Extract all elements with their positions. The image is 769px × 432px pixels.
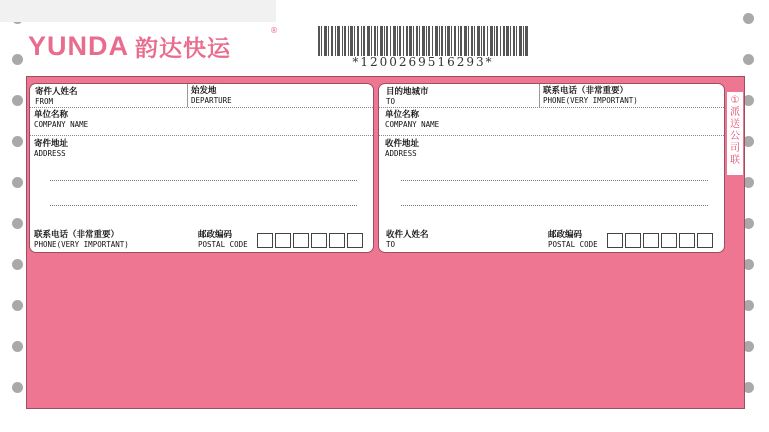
perforation-hole	[12, 382, 23, 393]
right-tractor-holes	[743, 0, 757, 432]
postal-digit-box[interactable]	[293, 233, 309, 248]
destination-city-field[interactable]	[386, 87, 429, 106]
postal-digit-box[interactable]	[607, 233, 623, 248]
sender-address-field[interactable]	[34, 139, 68, 158]
recipient-phone-top-label-en: PHONE(VERY IMPORTANT)	[543, 96, 638, 105]
recipient-phone-top-field[interactable]	[543, 86, 638, 105]
address-line	[401, 180, 708, 181]
brand-name-cn: 韵达快运	[135, 35, 232, 62]
perforation-hole	[743, 13, 754, 24]
sender-name-label-en: FROM	[35, 97, 54, 106]
postal-digit-box[interactable]	[679, 233, 695, 248]
recipient-name-field[interactable]	[386, 230, 429, 249]
perforation-hole	[12, 136, 23, 147]
divider	[187, 84, 188, 107]
sender-phone-label-en: PHONE(VERY IMPORTANT)	[34, 240, 129, 249]
barcode-number: *1200269516293*	[352, 55, 494, 69]
perforation-hole	[12, 341, 23, 352]
recipient-postal-code-boxes	[607, 233, 713, 248]
barcode	[318, 26, 528, 56]
postal-digit-box[interactable]	[311, 233, 327, 248]
recipient-postal-label-cn: 邮政编码	[548, 230, 583, 240]
sender-panel	[29, 83, 374, 253]
sender-address-label-en: ADDRESS	[34, 149, 66, 158]
perforation-hole	[12, 95, 23, 106]
recipient-company-row	[379, 107, 724, 136]
address-line	[50, 180, 357, 181]
sender-postal-label-en: POSTAL CODE	[198, 240, 248, 249]
header-band	[0, 0, 276, 22]
sender-phone-field[interactable]	[34, 230, 129, 249]
sender-postal-label-cn: 邮政编码	[198, 230, 233, 240]
recipient-address-label-cn: 收件地址	[385, 139, 420, 149]
sender-company-field[interactable]	[34, 110, 88, 129]
registered-mark: ®	[270, 26, 278, 35]
sender-address-label-cn: 寄件地址	[34, 139, 69, 149]
sender-name-field[interactable]	[35, 87, 78, 106]
postal-digit-box[interactable]	[625, 233, 641, 248]
left-tractor-holes	[12, 0, 26, 432]
perforation-hole	[12, 300, 23, 311]
brand-name-latin: YUNDA	[28, 30, 130, 61]
departure-label-en: DEPARTURE	[191, 96, 232, 105]
postal-digit-box[interactable]	[661, 233, 677, 248]
perforation-hole	[12, 177, 23, 188]
brand-logo	[28, 31, 231, 61]
sender-phone-label-cn: 联系电话（非常重要）	[34, 230, 120, 240]
divider	[539, 84, 540, 107]
perforation-hole	[12, 259, 23, 270]
perforation-hole	[12, 54, 23, 65]
address-line	[401, 205, 708, 206]
sender-company-label-en: COMPANY NAME	[34, 120, 89, 129]
recipient-company-label-en: COMPANY NAME	[385, 120, 440, 129]
recipient-address-label-en: ADDRESS	[385, 149, 417, 158]
recipient-phone-top-label-cn: 联系电话（非常重要）	[543, 86, 629, 96]
recipient-postal-label	[548, 230, 598, 249]
recipient-address-field[interactable]	[385, 139, 419, 158]
postal-digit-box[interactable]	[257, 233, 273, 248]
postal-digit-box[interactable]	[697, 233, 713, 248]
sender-company-row	[30, 107, 373, 136]
recipient-company-label-cn: 单位名称	[385, 110, 420, 120]
postal-digit-box[interactable]	[329, 233, 345, 248]
postal-digit-box[interactable]	[275, 233, 291, 248]
address-line	[50, 205, 357, 206]
destination-city-label-en: TO	[386, 97, 396, 106]
departure-label-cn: 始发地	[191, 86, 217, 96]
recipient-company-field[interactable]	[385, 110, 439, 129]
postal-digit-box[interactable]	[643, 233, 659, 248]
perforation-hole	[743, 54, 754, 65]
sender-name-label-cn: 寄件人姓名	[35, 87, 78, 97]
postal-digit-box[interactable]	[347, 233, 363, 248]
sender-name-row	[30, 84, 373, 108]
recipient-city-row	[379, 84, 724, 108]
recipient-name-label-en: TO	[386, 240, 396, 249]
sender-company-label-cn: 单位名称	[34, 110, 69, 120]
recipient-panel	[378, 83, 725, 253]
recipient-name-label-cn: 收件人姓名	[386, 230, 429, 240]
departure-field[interactable]	[191, 86, 232, 105]
destination-city-label-cn: 目的地城市	[386, 87, 429, 97]
perforation-hole	[12, 218, 23, 229]
sender-postal-code-boxes	[257, 233, 363, 248]
copy-label: ①派送公司联	[727, 92, 743, 175]
recipient-postal-label-en: POSTAL CODE	[548, 240, 598, 249]
sender-postal-label	[198, 230, 248, 249]
